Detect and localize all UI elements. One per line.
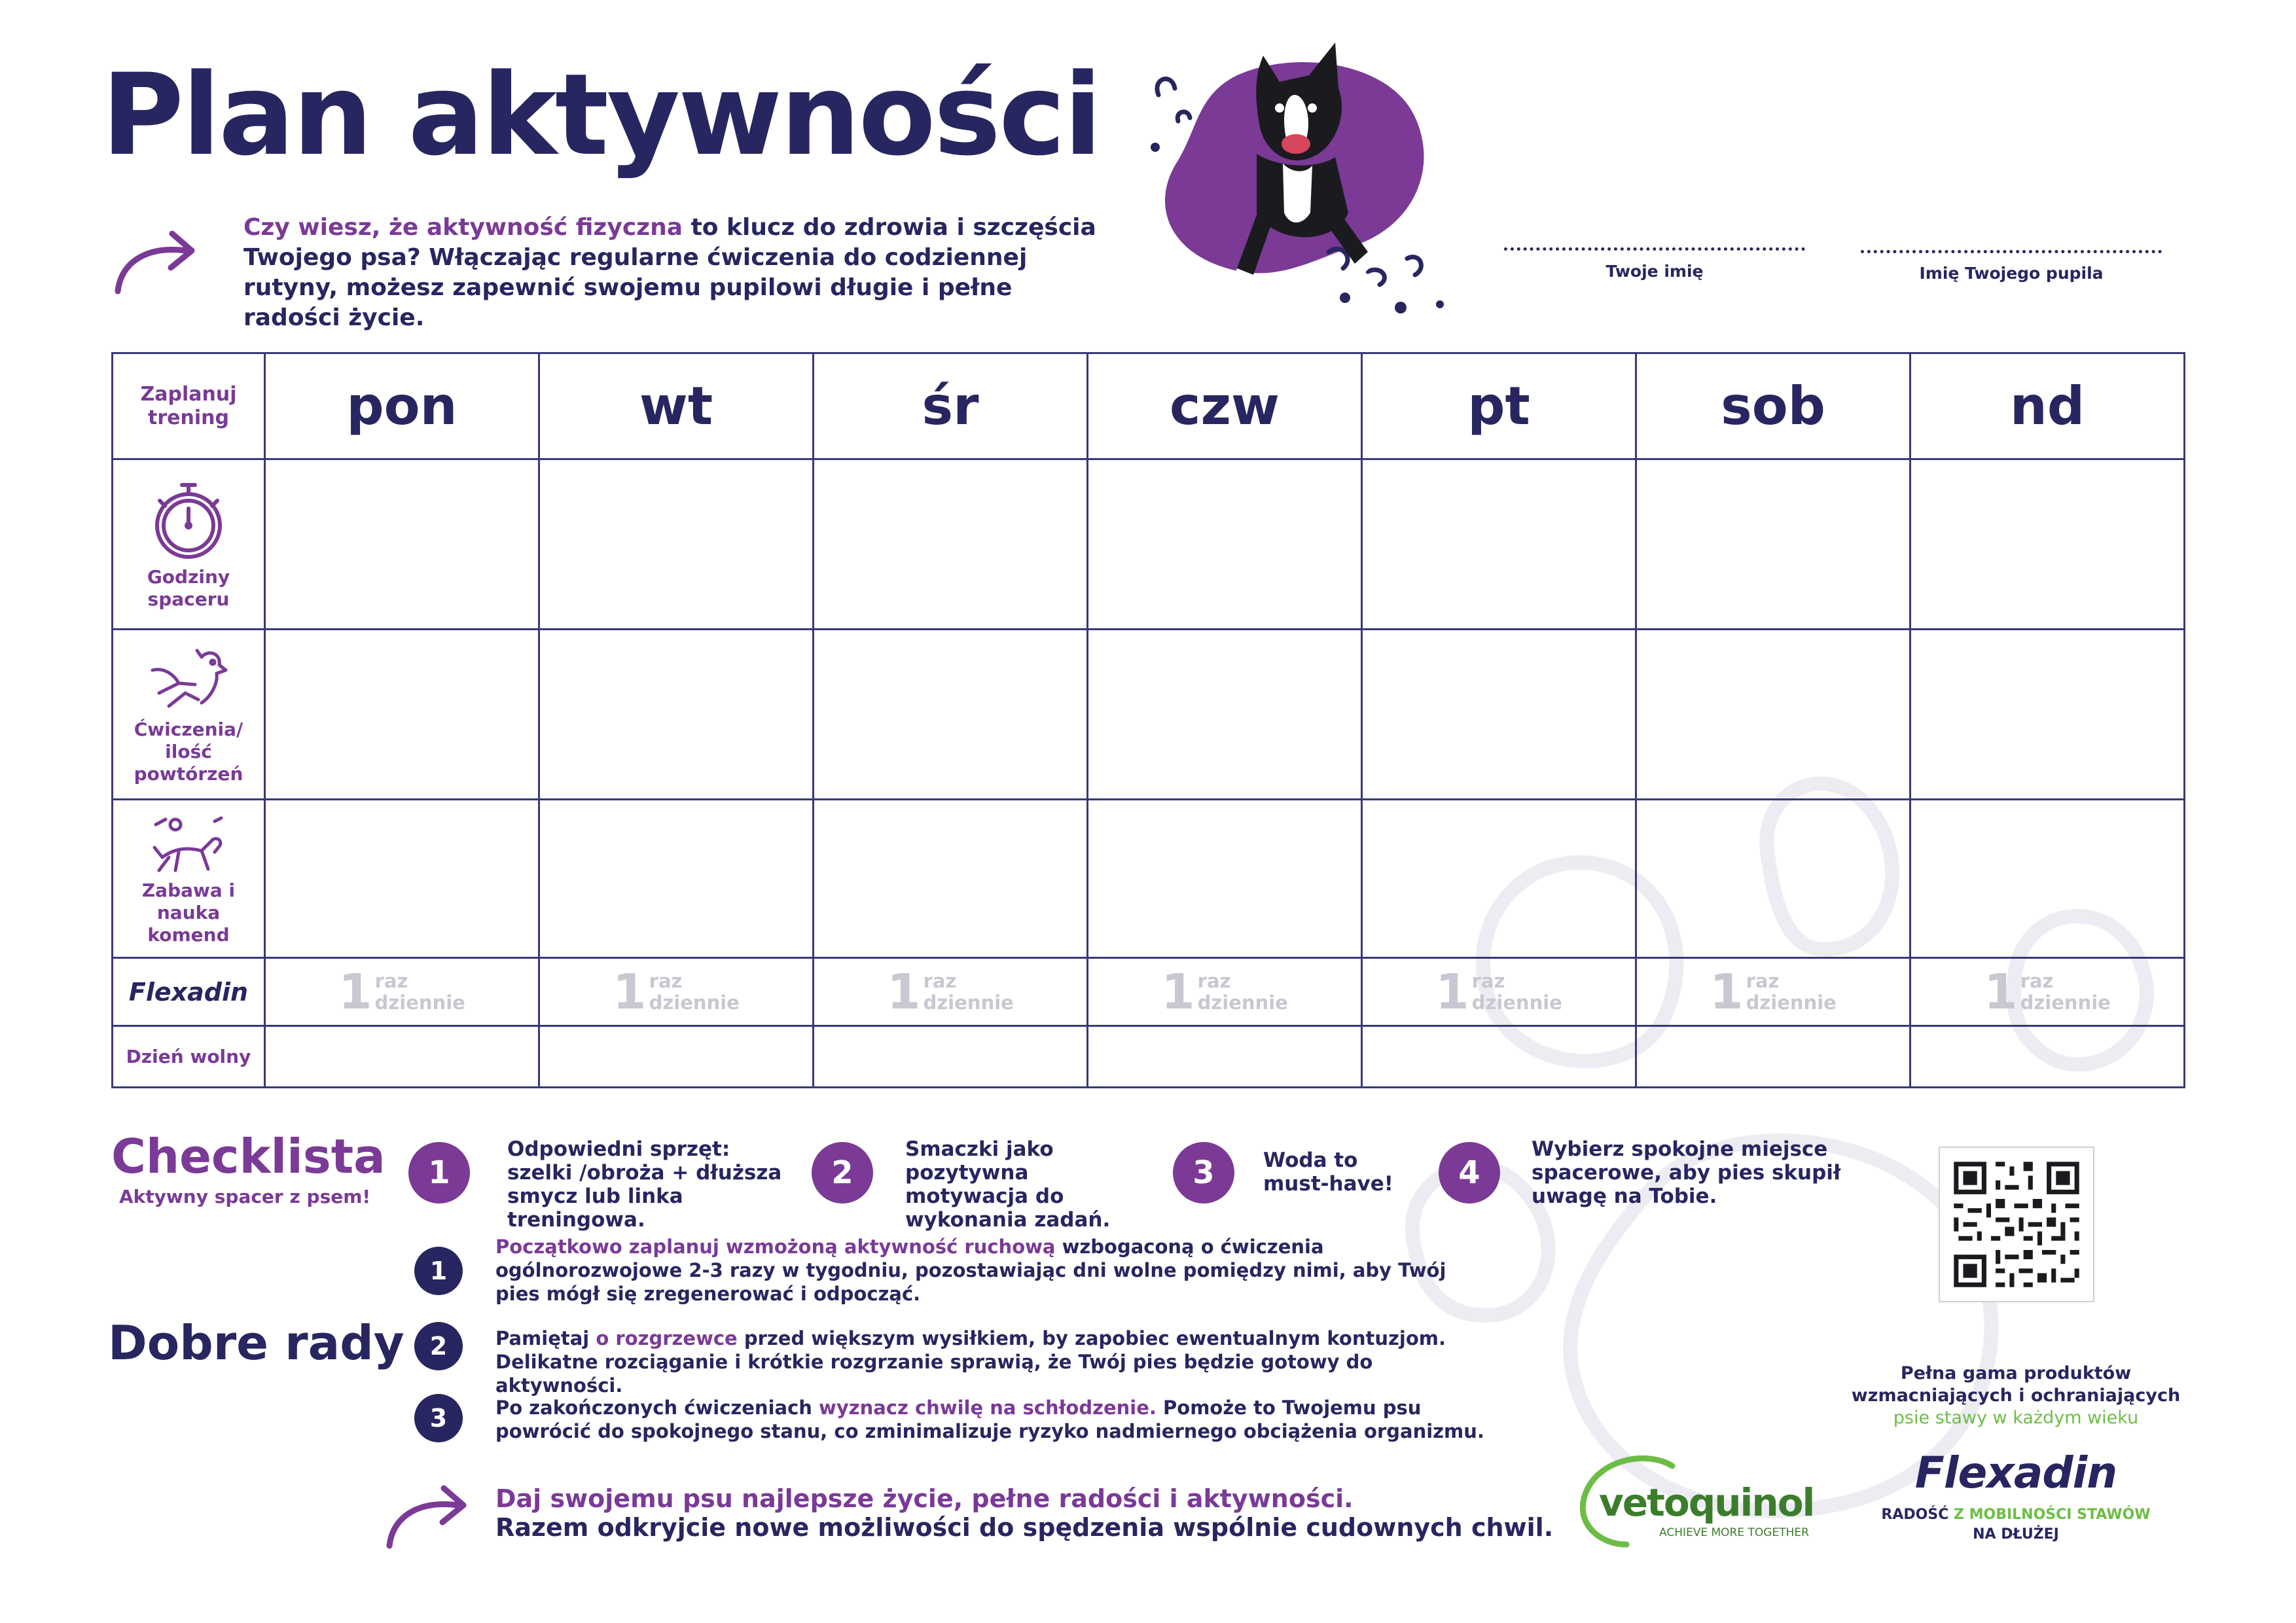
planner-cell[interactable] xyxy=(1910,800,2185,958)
planner-header-row xyxy=(113,353,2185,459)
dose-line1: raz xyxy=(1746,969,1780,992)
dose-line2: dziennie xyxy=(649,991,740,1014)
tip-post: wzbogaconą o ćwiczenia ogólnorozwojowe 2-3 razy w tygodniu, pozostawiając dni wolne pomiędzy nimi, aby Twój pies mógł się zregenerować i odpocząć. xyxy=(495,1236,1446,1305)
curved-arrow-icon xyxy=(108,226,203,298)
rest-day-label: Dzień wolny xyxy=(126,1045,251,1067)
slogan-part-b: Z MOBILNOŚCI STAWÓW xyxy=(1948,1507,2151,1523)
dose-line1: raz xyxy=(374,969,408,992)
planner-cell[interactable] xyxy=(539,1026,814,1088)
dose-number: 1 xyxy=(1984,963,2018,1020)
intro-rest: to klucz do zdrowia i szczęścia Twojego psa? Włączając regularne ćwiczenia do codziennej rutyny, możesz zapewnić swojemu pupilowi długie i pełne radości życie. xyxy=(243,214,1096,331)
tip-number-badge: 2 xyxy=(414,1322,463,1370)
dose-line1: raz xyxy=(923,969,957,992)
planner-row-exercise xyxy=(113,630,2185,800)
row-label: Zabawa i nauka komend xyxy=(141,879,236,946)
dose-cell[interactable] xyxy=(1088,958,1362,1026)
dose-line1: raz xyxy=(1197,969,1231,992)
pet-name-label: Imię Twojego pupila xyxy=(1919,264,2104,283)
dose-cell[interactable] xyxy=(1362,958,1636,1026)
day-label: pon xyxy=(346,376,457,437)
planner-cell[interactable] xyxy=(814,1026,1088,1088)
dose-cell[interactable] xyxy=(539,958,814,1026)
dose-cell[interactable] xyxy=(1910,958,2185,1026)
row-label-cell xyxy=(113,459,265,630)
tip-pre: Po zakończonych ćwiczeniach xyxy=(495,1397,819,1419)
checklist-number-badge: 1 xyxy=(408,1142,470,1204)
day-label: śr xyxy=(922,376,979,437)
planner-cell[interactable] xyxy=(265,800,539,958)
dose-hint xyxy=(1710,963,1837,1020)
planner-cell[interactable] xyxy=(814,630,1088,800)
slogan-part-a: RADOŚĆ xyxy=(1881,1507,1949,1523)
checklist-item-text: Wybierz spokojne miejsce spacerowe, aby pies skupił uwagę na Tobie. xyxy=(1532,1137,1841,1208)
planner-cell[interactable] xyxy=(1362,459,1636,630)
tip-text xyxy=(495,1327,1490,1397)
your-name-line[interactable] xyxy=(1504,247,1805,251)
planner-cell[interactable] xyxy=(1636,800,1910,958)
row-label-cell xyxy=(113,958,265,1026)
planner-cell[interactable] xyxy=(539,800,814,958)
planner-cell[interactable] xyxy=(1088,1026,1362,1088)
planner-cell[interactable] xyxy=(1362,630,1636,800)
product-range-text xyxy=(1833,1363,2199,1429)
planner-row-walk xyxy=(113,459,2185,630)
planner-row-play xyxy=(113,800,2185,958)
row-label: Godziny spaceru xyxy=(147,565,230,610)
planner-corner-cell xyxy=(113,353,265,459)
dose-number: 1 xyxy=(1435,963,1469,1020)
qr-code-icon xyxy=(1940,1148,2093,1301)
day-header xyxy=(1636,353,1910,459)
planner-cell[interactable] xyxy=(539,630,814,800)
day-label: wt xyxy=(639,376,713,437)
tip-post: Pomoże to Twojemu psu powrócić do spokojnego stanu, co zminimalizuje ryzyko nadmiernego obciążenia organizmu. xyxy=(495,1397,1484,1442)
product-range-highlight: psie stawy w każdym wieku xyxy=(1893,1408,2139,1428)
planner-row-flexadin xyxy=(113,958,2185,1026)
day-label: nd xyxy=(2009,376,2085,437)
planner-cell[interactable] xyxy=(814,459,1088,630)
tip-number-badge: 3 xyxy=(414,1394,463,1442)
row-label: Ćwiczenia/ ilość powtórzeń xyxy=(134,718,243,785)
planner-cell[interactable] xyxy=(1636,459,1910,630)
footer-line-2: Razem odkryjcie nowe możliwości do spędzenia wspólnie cudownych chwil. xyxy=(495,1513,1554,1542)
tip-number-badge: 1 xyxy=(414,1247,463,1295)
planner-cell[interactable] xyxy=(1910,630,2185,800)
stopwatch-icon xyxy=(149,478,228,563)
dose-line1: raz xyxy=(1471,969,1505,992)
planner-cell[interactable] xyxy=(1636,1026,1910,1088)
dose-number: 1 xyxy=(613,963,647,1020)
tip-post: przed większym wysiłkiem, by zapobiec ewentualnym kontuzjom. Delikatne rozciąganie i krótkie rozgrzanie sprawią, że Twój pies będzie gotowy do aktywności. xyxy=(495,1327,1446,1397)
day-label: sob xyxy=(1721,376,1825,437)
dose-cell[interactable] xyxy=(814,958,1088,1026)
footer-line-1: Daj swojemu psu najlepsze życie, pełne radości i aktywności. xyxy=(495,1484,1354,1513)
dose-number: 1 xyxy=(1161,963,1195,1020)
dose-cell[interactable] xyxy=(265,958,539,1026)
planner-cell[interactable] xyxy=(539,459,814,630)
planner-cell[interactable] xyxy=(814,800,1088,958)
dose-hint xyxy=(1435,963,1562,1020)
vetoquinol-name: vetoquinol xyxy=(1599,1480,1814,1525)
checklist-item-text: Odpowiedni sprzęt: szelki /obroża + dłuższa smycz lub linka treningowa. xyxy=(507,1137,782,1232)
day-header xyxy=(265,353,539,459)
planner-cell[interactable] xyxy=(1088,630,1362,800)
day-header xyxy=(539,353,814,459)
tip-pre: Pamiętaj xyxy=(495,1327,596,1349)
day-header xyxy=(1088,353,1362,459)
checklist-number-badge: 2 xyxy=(812,1142,873,1204)
dose-line2: dziennie xyxy=(1746,991,1837,1014)
product-range-main: Pełna gama produktów wzmacniających i ochraniających xyxy=(1851,1363,2181,1406)
dog-play-icon xyxy=(149,812,228,877)
tip-text xyxy=(495,1396,1490,1443)
tips-title: Dobre rady xyxy=(108,1315,404,1370)
dose-cell[interactable] xyxy=(1636,958,1910,1026)
dose-number: 1 xyxy=(1710,963,1744,1020)
dose-hint xyxy=(887,963,1014,1020)
planner-cell[interactable] xyxy=(1362,800,1636,958)
vetoquinol-tagline: ACHIEVE MORE TOGETHER xyxy=(1659,1526,1809,1539)
row-label-cell xyxy=(113,1026,265,1088)
checklist-title: Checklista xyxy=(111,1129,386,1184)
flexadin-row-label: Flexadin xyxy=(128,977,249,1007)
checklist-item-text: Woda to must-have! xyxy=(1263,1149,1393,1196)
planner-cell[interactable] xyxy=(265,459,539,630)
pet-name-line[interactable] xyxy=(1861,250,2162,253)
flexadin-slogan xyxy=(1833,1505,2199,1544)
row-label-cell xyxy=(113,630,265,800)
dose-line2: dziennie xyxy=(1471,991,1562,1014)
dose-number: 1 xyxy=(338,963,372,1020)
tip-highlight: o rozgrzewce xyxy=(596,1327,738,1349)
planner-cell[interactable] xyxy=(1362,1026,1636,1088)
row-label-cell xyxy=(113,800,265,958)
tip-highlight: wyznacz chwilę na schłodzenie. xyxy=(819,1397,1157,1419)
planner-cell[interactable] xyxy=(265,1026,539,1088)
day-header xyxy=(814,353,1088,459)
planner-cell[interactable] xyxy=(1910,1026,2185,1088)
qr-code[interactable] xyxy=(1939,1147,2094,1302)
dose-line2: dziennie xyxy=(374,991,465,1014)
your-name-label: Twoje imię xyxy=(1605,262,1704,281)
day-label: czw xyxy=(1170,376,1280,437)
day-label: pt xyxy=(1467,376,1530,437)
day-header xyxy=(1362,353,1636,459)
dose-line2: dziennie xyxy=(2020,991,2111,1014)
dose-hint xyxy=(613,963,740,1020)
dose-line1: raz xyxy=(649,969,683,992)
tip-text xyxy=(495,1235,1490,1306)
dose-line2: dziennie xyxy=(1197,991,1288,1014)
weekly-planner-table xyxy=(111,352,2185,1088)
tip-highlight: Początkowo zaplanuj wzmożoną aktywność ruchową xyxy=(495,1236,1056,1258)
dose-line2: dziennie xyxy=(923,991,1014,1014)
planner-row-rest xyxy=(113,1026,2185,1088)
checklist-number-badge: 4 xyxy=(1439,1142,1500,1204)
intro-text xyxy=(243,213,1114,333)
planner-corner-label: Zaplanuj trening xyxy=(140,382,237,429)
slogan-part-c: NA DŁUŻEJ xyxy=(1973,1526,2059,1543)
checklist-number-badge: 3 xyxy=(1173,1142,1234,1204)
dog-exercise-icon xyxy=(146,644,231,716)
page-title: Plan aktywności xyxy=(101,49,1101,181)
planner-cell[interactable] xyxy=(265,630,539,800)
checklist-subtitle: Aktywny spacer z psem! xyxy=(119,1186,371,1207)
dose-hint xyxy=(1984,963,2111,1020)
dose-line1: raz xyxy=(2020,969,2054,992)
intro-highlight: Czy wiesz, że aktywność fizyczna xyxy=(243,214,683,241)
day-header xyxy=(1910,353,2185,459)
planner-cell[interactable] xyxy=(1910,459,2185,630)
dose-number: 1 xyxy=(887,963,921,1020)
checklist-item-text: Smaczki jako pozytywna motywacja do wykonania zadań. xyxy=(905,1137,1111,1232)
planner-cell[interactable] xyxy=(1636,630,1910,800)
dose-hint xyxy=(338,963,465,1020)
vetoquinol-logo xyxy=(1574,1453,1814,1551)
running-dog-illustration xyxy=(1139,16,1453,330)
planner-cell[interactable] xyxy=(1088,800,1362,958)
planner-cell[interactable] xyxy=(1088,459,1362,630)
dose-hint xyxy=(1161,963,1288,1020)
curved-arrow-icon xyxy=(380,1480,475,1552)
flexadin-brand-logo: Flexadin xyxy=(1914,1448,2117,1498)
